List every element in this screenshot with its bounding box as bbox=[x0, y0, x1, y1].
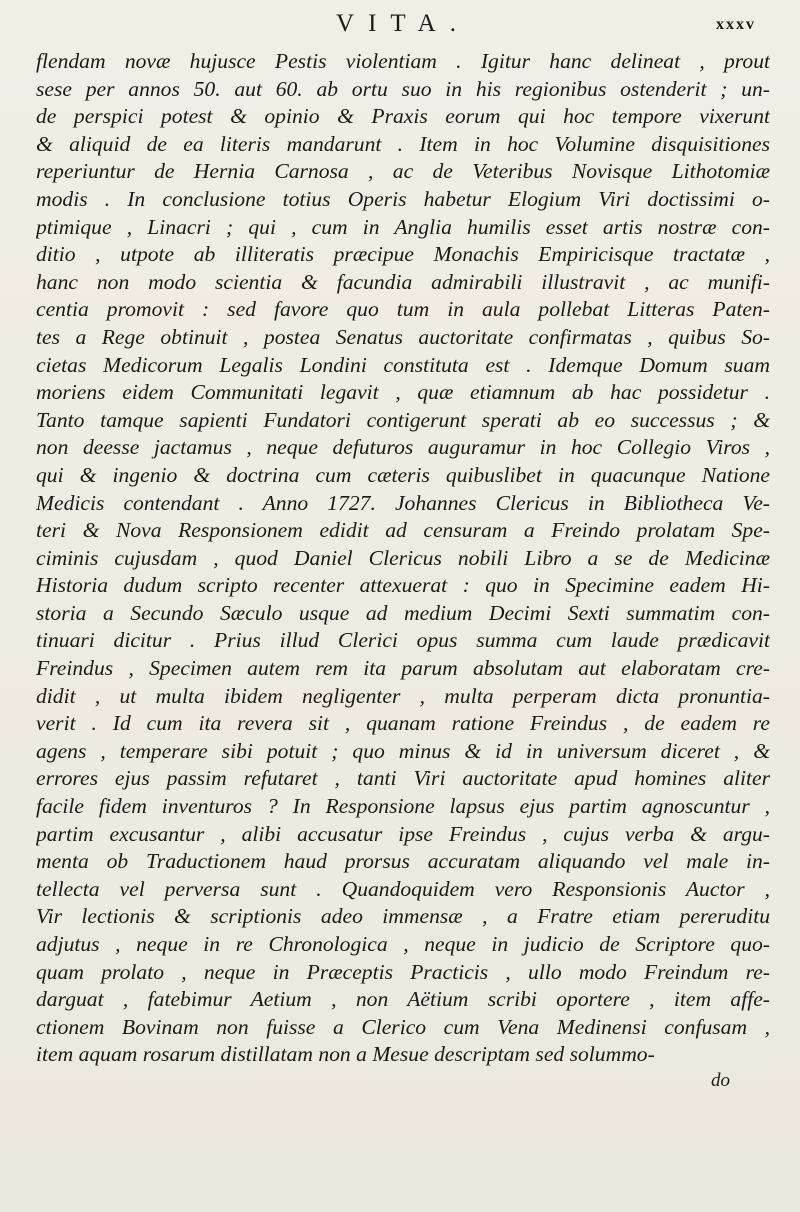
text-line: ciminis cujusdam , quod Daniel Clericus nobili Libro a se de Medicinæ bbox=[36, 545, 770, 570]
text-line: errores ejus passim refutaret , tanti Viri auctoritate apud homines aliter bbox=[36, 766, 770, 791]
text-line: tinuari dicitur . Prius illud Clerici opus summa cum laude prædicavit bbox=[36, 628, 770, 653]
text-line: verit . Id cum ita revera sit , quanam ratione Freindus , de eadem re bbox=[36, 711, 770, 736]
text-line: Historia dudum scripto recenter attexuerat : quo in Specimine eadem Hi- bbox=[36, 573, 770, 598]
text-line: hanc non modo scientia & facundia admirabili illustravit , ac munifi- bbox=[36, 269, 770, 294]
text-line: ctionem Bovinam non fuisse a Clerico cum Vena Medinensi confusam , bbox=[36, 1014, 770, 1039]
text-line: tellecta vel perversa sunt . Quandoquidem vero Responsionis Auctor , bbox=[36, 876, 770, 901]
text-line: modis . In conclusione totius Operis habetur Elogium Viri doctissimi o- bbox=[36, 186, 770, 211]
text-line: Medicis contendant . Anno 1727. Johannes Clericus in Bibliotheca Ve- bbox=[36, 490, 770, 515]
text-line: didit , ut multa ibidem negligenter , multa perperam dicta pronuntia- bbox=[36, 683, 770, 708]
text-line: sese per annos 50. aut 60. ab ortu suo in his regionibus ostenderit ; un- bbox=[36, 76, 770, 101]
text-line: tes a Rege obtinuit , postea Senatus auctoritate confirmatas , quibus So- bbox=[36, 324, 770, 349]
text-line: partim excusantur , alibi accusatur ipse Freindus , cujus verba & argu- bbox=[36, 821, 770, 846]
text-line: agens , temperare sibi potuit ; quo minus & id in universum diceret , & bbox=[36, 738, 770, 763]
running-head bbox=[36, 10, 770, 46]
text-line: ditio , utpote ab illiteratis præcipue Monachis Empiricisque tractatæ , bbox=[36, 242, 770, 267]
text-line: ptimique , Linacri ; qui , cum in Anglia humilis esset artis nostræ con- bbox=[36, 214, 770, 239]
text-line: reperiuntur de Hernia Carnosa , ac de Veteribus Novisque Lithotomiæ bbox=[36, 159, 770, 184]
text-line: quam prolato , neque in Præceptis Practicis , ullo modo Freindum re- bbox=[36, 959, 770, 984]
text-line: facile fidem inventuros ? In Responsione lapsus ejus partim agnoscuntur , bbox=[36, 794, 770, 819]
text-line: teri & Nova Responsionem edidit ad censuram a Freindo prolatam Spe- bbox=[36, 518, 770, 543]
text-line: centia promovit : sed favore quo tum in aula pollebat Litteras Paten- bbox=[36, 297, 770, 322]
text-line: de perspici potest & opinio & Praxis eorum qui hoc tempore vixerunt bbox=[36, 104, 770, 129]
text-line: & aliquid de ea literis mandarunt . Item in hoc Volumine disquisitiones bbox=[36, 131, 770, 156]
text-line: Freindus , Specimen autem rem ita parum absolutam aut elaboratam cre- bbox=[36, 656, 770, 681]
page-number: xxxv bbox=[716, 16, 756, 33]
text-line: flendam novæ hujusce Pestis violentiam . Igitur hanc delineat , prout bbox=[36, 49, 770, 73]
text-line: menta ob Traductionem haud prorsus accuratam aliquando vel male in- bbox=[36, 849, 770, 874]
text-line: Tanto tamque sapienti Fundatori contigerunt sperati ab eo successus ; & bbox=[36, 407, 770, 432]
text-line: moriens eidem Communitati legavit , quæ etiamnum ab hac possidetur . bbox=[36, 380, 770, 405]
text-line: adjutus , neque in re Chronologica , neque in judicio de Scriptore quo- bbox=[36, 932, 770, 956]
text-line: qui & ingenio & doctrina cum cæteris quibuslibet in quacunque Natione bbox=[36, 462, 770, 487]
text-line: darguat , fatebimur Aetium , non Aëtium scribi oportere , item affe- bbox=[36, 987, 770, 1012]
text-line: storia a Secundo Sæculo usque ad medium Decimi Sexti summatim con- bbox=[36, 600, 770, 625]
running-title: VITA. bbox=[336, 10, 470, 37]
text-line: Vir lectionis & scriptionis adeo immensæ , a Fratre etiam pereruditu bbox=[36, 904, 770, 929]
text-line: item aquam rosarum distillatam non a Mesue descriptam sed solummo- bbox=[36, 1042, 655, 1067]
text-line: cietas Medicorum Legalis Londini constituta est . Idemque Domum suam bbox=[36, 352, 770, 377]
catchword: do bbox=[711, 1069, 730, 1091]
text-line: non deesse jactamus , neque defuturos auguramur in hoc Collegio Viros , bbox=[36, 435, 770, 460]
body-text bbox=[36, 48, 770, 1069]
